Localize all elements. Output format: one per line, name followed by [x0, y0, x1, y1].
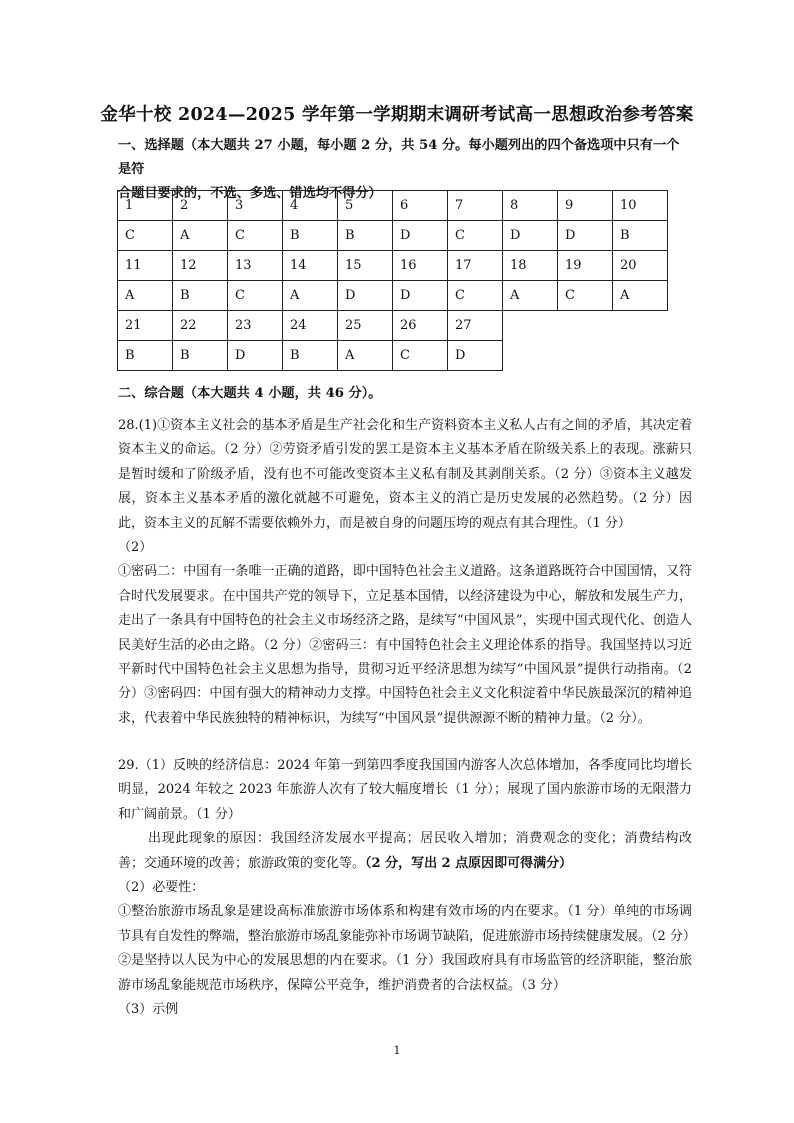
question-number-cell: 23 [228, 311, 283, 341]
answer-cell: C [118, 221, 173, 251]
question-number-cell: 11 [118, 251, 173, 281]
answer-cell: C [558, 281, 613, 311]
question-number-cell: 15 [338, 251, 393, 281]
answer-cell: D [338, 281, 393, 311]
question-number-cell: 18 [503, 251, 558, 281]
answer-cell: C [448, 221, 503, 251]
q29-part1: 29.（1）反映的经济信息：2024 年第一到第四季度我国国内游客人次总体增加，各季度同比均增长明显，2024 年较之 2023 年旅游人次有了较大幅度增长（1 分）；展现了国内旅游市场的无限潜力和广阔前景。（1 分） [118, 758, 692, 822]
answer-cell: C [228, 281, 283, 311]
section1-heading-line1: 一、选择题（本大题共 27 小题，每小题 2 分，共 54 分。每小题列出的四个备选项中只有一个是符 [118, 138, 680, 177]
question-number-cell: 9 [558, 191, 613, 221]
q29-reason-note: （2 分，写出 2 点原因即可得满分） [365, 855, 573, 871]
question-number-cell: 7 [448, 191, 503, 221]
question-number-cell: 5 [338, 191, 393, 221]
answer-cell: A [173, 221, 228, 251]
question-number-cell: 26 [393, 311, 448, 341]
q28-part1: 28.(1)①资本主义社会的基本矛盾是生产社会化和生产资料资本主义私人占有之间的矛盾，其决定着资本主义的命运。（2 分）②劳资矛盾引发的罢工是资本主义基本矛盾在阶级关系上的表现。涨薪只是暂时缓和了阶级矛盾，没有也不可能改变资本主义私有制及其剥削关系。（2 分）③资本主义越发展，资本主义基本矛盾的激化就越不可避免，资本主义的消亡是历史发展的必然趋势。（2 分）因此，资本主义的瓦解不需要依赖外力，而是被自身的问题压垮的观点有其合理性。（1 分） [118, 418, 692, 531]
answer-cell: B [118, 341, 173, 371]
answer-cell: D [228, 341, 283, 371]
section1-heading-line2: 合题目要求的，不选、多选、错选均不得分） [118, 186, 382, 201]
question-number-cell: 1 [118, 191, 173, 221]
answer-cell: D [448, 341, 503, 371]
question-28 [118, 414, 692, 731]
empty-cell [503, 341, 558, 371]
empty-cell [558, 311, 613, 341]
q29-reason-text: 出现此现象的原因：我国经济发展水平提高；居民收入增加；消费观念的变化；消费结构改善；交通环境的改善；旅游政策的变化等。 [118, 831, 692, 871]
question-number-cell: 8 [503, 191, 558, 221]
answer-row [118, 281, 668, 311]
question-number-cell: 21 [118, 311, 173, 341]
answer-row [118, 221, 668, 251]
question-29 [118, 754, 696, 1022]
answer-cell: D [558, 221, 613, 251]
question-number-cell: 6 [393, 191, 448, 221]
answer-cell: A [503, 281, 558, 311]
q29-part2-point2: ②是坚持以人民为中心的发展思想的内在要求。（1 分）我国政府具有市场监管的经济职能，整治旅游市场乱象能规范市场秩序，保障公平竞争，维护消费者的合法权益。（3 分） [118, 953, 692, 993]
answer-cell: D [503, 221, 558, 251]
answer-cell: C [393, 341, 448, 371]
question-number-cell: 12 [173, 251, 228, 281]
question-number-cell: 3 [228, 191, 283, 221]
answer-cell: B [613, 221, 668, 251]
q29-part2-point1: ①整治旅游市场乱象是建设高标准旅游市场体系和构建有效市场的内在要求。（1 分）单纯的市场调节具有自发性的弊端，整治旅游市场乱象能弥补市场调节缺陷，促进旅游市场持续健康发展。（2 分） [118, 904, 696, 944]
q29-part3-label: （3）示例 [118, 1002, 179, 1018]
question-number-cell: 16 [393, 251, 448, 281]
q29-part2-label: （2）必要性： [118, 880, 205, 896]
question-number-cell: 24 [283, 311, 338, 341]
answer-cell: B [338, 221, 393, 251]
answer-cell: C [448, 281, 503, 311]
section2-heading: 二、综合题（本大题共 4 小题，共 46 分）。 [118, 386, 382, 401]
question-number-cell: 14 [283, 251, 338, 281]
empty-cell [503, 311, 558, 341]
answer-cell: D [393, 221, 448, 251]
empty-cell [613, 341, 668, 371]
empty-cell [613, 311, 668, 341]
answer-cell: B [173, 341, 228, 371]
answer-cell: A [118, 281, 173, 311]
answer-cell: A [613, 281, 668, 311]
question-number-cell: 17 [448, 251, 503, 281]
empty-cell [558, 341, 613, 371]
q29-part1-reason [118, 827, 692, 876]
q28-part2-answer: ①密码二：中国有一条唯一正确的道路，即中国特色社会主义道路。这条道路既符合中国国情，又符合时代发展要求。在中国共产党的领导下，立足基本国情，以经济建设为中心，解放和发展生产力，走出了一条具有中国特色的社会主义市场经济之路，是续写“中国风景”，实现中国式现代化、创造人民美好生活的必由之路。（2 分）②密码三：有中国特色社会主义理论体系的指导。我国坚持以习近平新时代中国特色社会主义思想为指导，贯彻习近平经济思想为续写“中国风景”提供行动指南。（2 分）③密码四：中国有强大的精神动力支撑。中国特色社会主义文化积淀着中华民族最深沉的精神追求，代表着中华民族独特的精神标识，为续写“中国风景”提供源源不断的精神力量。（2 分）。 [118, 564, 692, 726]
answer-cell: B [283, 221, 338, 251]
answer-row [118, 341, 668, 371]
answer-cell: B [283, 341, 338, 371]
question-number-cell: 20 [613, 251, 668, 281]
answer-cell: A [283, 281, 338, 311]
page-number: 1 [393, 1044, 401, 1057]
answer-row [118, 191, 668, 221]
answer-cell: D [393, 281, 448, 311]
question-number-cell: 19 [558, 251, 613, 281]
q28-part2-label: （2） [118, 540, 153, 556]
question-number-cell: 25 [338, 311, 393, 341]
question-number-cell: 10 [613, 191, 668, 221]
answer-cell: B [173, 281, 228, 311]
question-number-cell: 13 [228, 251, 283, 281]
question-number-cell: 4 [283, 191, 338, 221]
answer-row [118, 311, 668, 341]
question-number-cell: 22 [173, 311, 228, 341]
question-number-cell: 2 [173, 191, 228, 221]
question-number-cell: 27 [448, 311, 503, 341]
page-title: 金华十校 2024—2025 学年第一学期期末调研考试高一思想政治参考答案 [100, 105, 694, 125]
answer-cell: C [228, 221, 283, 251]
answer-row [118, 251, 668, 281]
answer-cell: A [338, 341, 393, 371]
answer-table [117, 190, 668, 371]
